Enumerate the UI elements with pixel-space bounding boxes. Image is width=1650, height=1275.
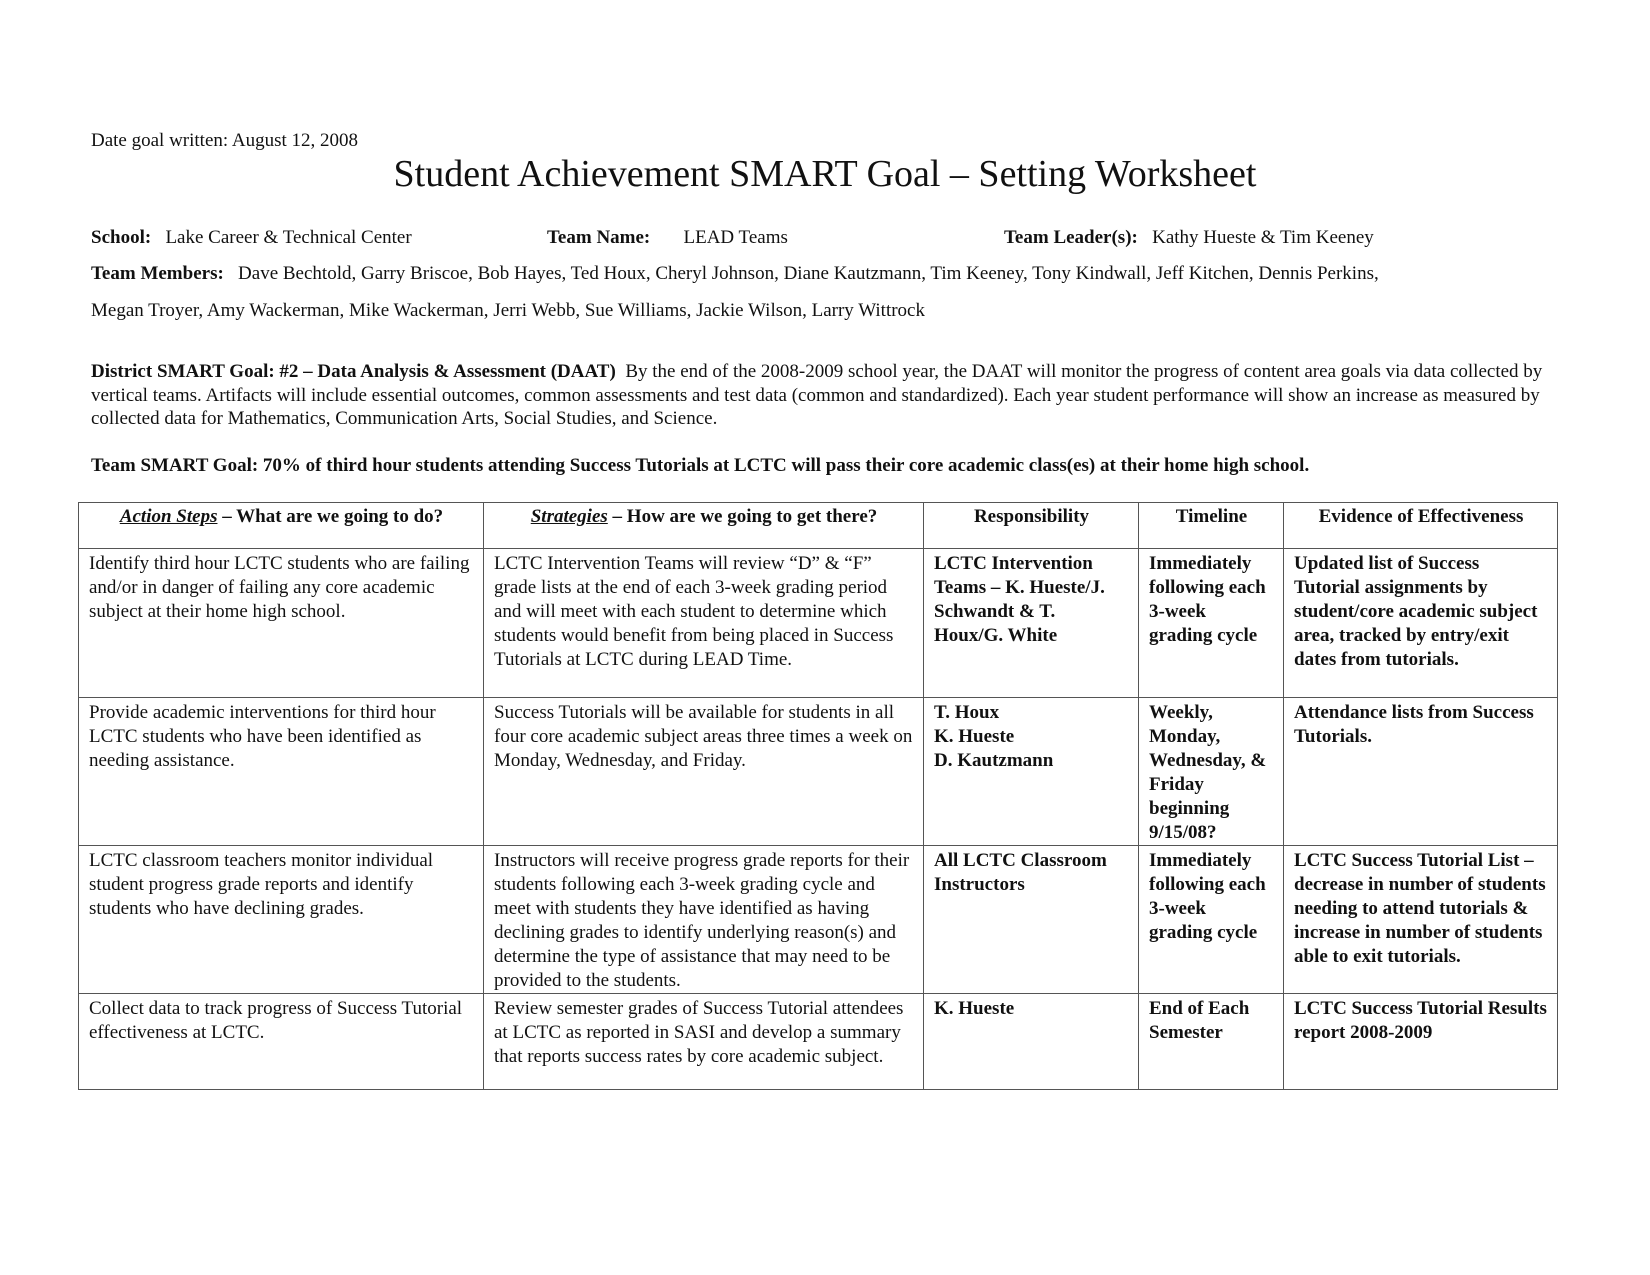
cell-timeline: End of Each Semester [1139,994,1284,1090]
team-name-label: Team Name: [547,227,651,248]
cell-evidence: LCTC Success Tutorial Results report 2008-2009 [1284,994,1558,1090]
school-field [91,227,412,249]
cell-action: Collect data to track progress of Success Tutorial effectiveness at LCTC. [79,994,484,1090]
team-name-field [547,227,788,249]
table-row [79,698,1558,846]
district-goal [91,360,1571,431]
cell-timeline: Weekly, Monday, Wednesday, & Friday beginning 9/15/08? [1139,698,1284,846]
team-members-row [91,263,1379,285]
team-name-value: LEAD Teams [683,227,788,248]
header-strategies [484,503,924,549]
school-value: Lake Career & Technical Center [165,227,412,248]
cell-evidence: Attendance lists from Success Tutorials. [1284,698,1558,846]
header-evidence: Evidence of Effectiveness [1284,503,1558,549]
team-leader-label: Team Leader(s): [1004,227,1138,248]
cell-strategy: Success Tutorials will be available for students in all four core academic subject areas three times a week on Monday, Wednesday, and Friday. [484,698,924,846]
cell-strategy: Review semester grades of Success Tutorial attendees at LCTC as reported in SASI and develop a summary that reports success rates by core academic subject. [484,994,924,1090]
header-action-steps-italic: Action Steps [119,506,218,527]
team-leader-field [1004,227,1374,249]
cell-action: Identify third hour LCTC students who are failing and/or in danger of failing any core academic subject at their home high school. [79,549,484,698]
action-plan-table [78,502,1558,1090]
district-goal-text: By the end of the 2008-2009 school year, the DAAT will monitor the progress of content area goals via data collected by vertical teams. Artifacts will include essential outcomes, common assessments and test data (common and standardized). Each year student performance will show an increase as measured by collected data for Mathematics, Communication Arts, Social Studies, and Science. [91,361,1543,429]
page-title: Student Achievement SMART Goal – Setting Worksheet [393,153,1257,195]
header-action-steps-rest: – What are we going to do? [217,506,444,527]
cell-timeline: Immediately following each 3-week grading cycle [1139,549,1284,698]
team-members-line2: Megan Troyer, Amy Wackerman, Mike Wackerman, Jerri Webb, Sue Williams, Jackie Wilson, Larry Wittrock [91,300,925,321]
team-leader-value: Kathy Hueste & Tim Keeney [1152,227,1374,248]
cell-responsibility: LCTC Intervention Teams – K. Hueste/J. Schwandt & T. Houx/G. White [924,549,1139,698]
cell-responsibility: All LCTC Classroom Instructors [924,846,1139,994]
cell-strategy: LCTC Intervention Teams will review “D” & “F” grade lists at the end of each 3-week grading period and will meet with each student to determine which students would benefit from being placed in Success Tutorials at LCTC during LEAD Time. [484,549,924,698]
cell-responsibility: K. Hueste [924,994,1139,1090]
header-responsibility: Responsibility [924,503,1139,549]
cell-action: Provide academic interventions for third hour LCTC students who have been identified as needing assistance. [79,698,484,846]
school-label: School: [91,227,152,248]
table-row [79,549,1558,698]
cell-evidence: Updated list of Success Tutorial assignments by student/core academic subject area, tracked by entry/exit dates from tutorials. [1284,549,1558,698]
header-action-steps [79,503,484,549]
cell-responsibility: T. Houx K. Hueste D. Kautzmann [924,698,1139,846]
team-members-line1: Dave Bechtold, Garry Briscoe, Bob Hayes, Ted Houx, Cheryl Johnson, Diane Kautzmann, Tim Keeney, Tony Kindwall, Jeff Kitchen, Dennis Perkins, [238,263,1379,284]
table-row [79,846,1558,994]
cell-timeline: Immediately following each 3-week grading cycle [1139,846,1284,994]
header-strategies-rest: – How are we going to get there? [607,506,878,527]
cell-evidence: LCTC Success Tutorial List – decrease in number of students needing to attend tutorials & increase in number of students able to exit tutorials. [1284,846,1558,994]
header-timeline: Timeline [1139,503,1284,549]
table-header-row [79,503,1558,549]
district-goal-label: District SMART Goal: #2 – Data Analysis & Assessment (DAAT) [91,361,616,382]
table-row [79,994,1558,1090]
team-members-label: Team Members: [91,263,224,284]
date-written: Date goal written: August 12, 2008 [91,130,359,151]
header-strategies-italic: Strategies [530,506,608,527]
cell-action: LCTC classroom teachers monitor individual student progress grade reports and identify students who have declining grades. [79,846,484,994]
team-smart-goal: Team SMART Goal: 70% of third hour students attending Success Tutorials at LCTC will pass their core academic class(es) at their home high school. [91,455,1310,476]
cell-strategy: Instructors will receive progress grade reports for their students following each 3-week grading cycle and meet with students they have identified as having declining grades to identify underlying reason(s) and determine the type of assistance that may need to be provided to the students. [484,846,924,994]
